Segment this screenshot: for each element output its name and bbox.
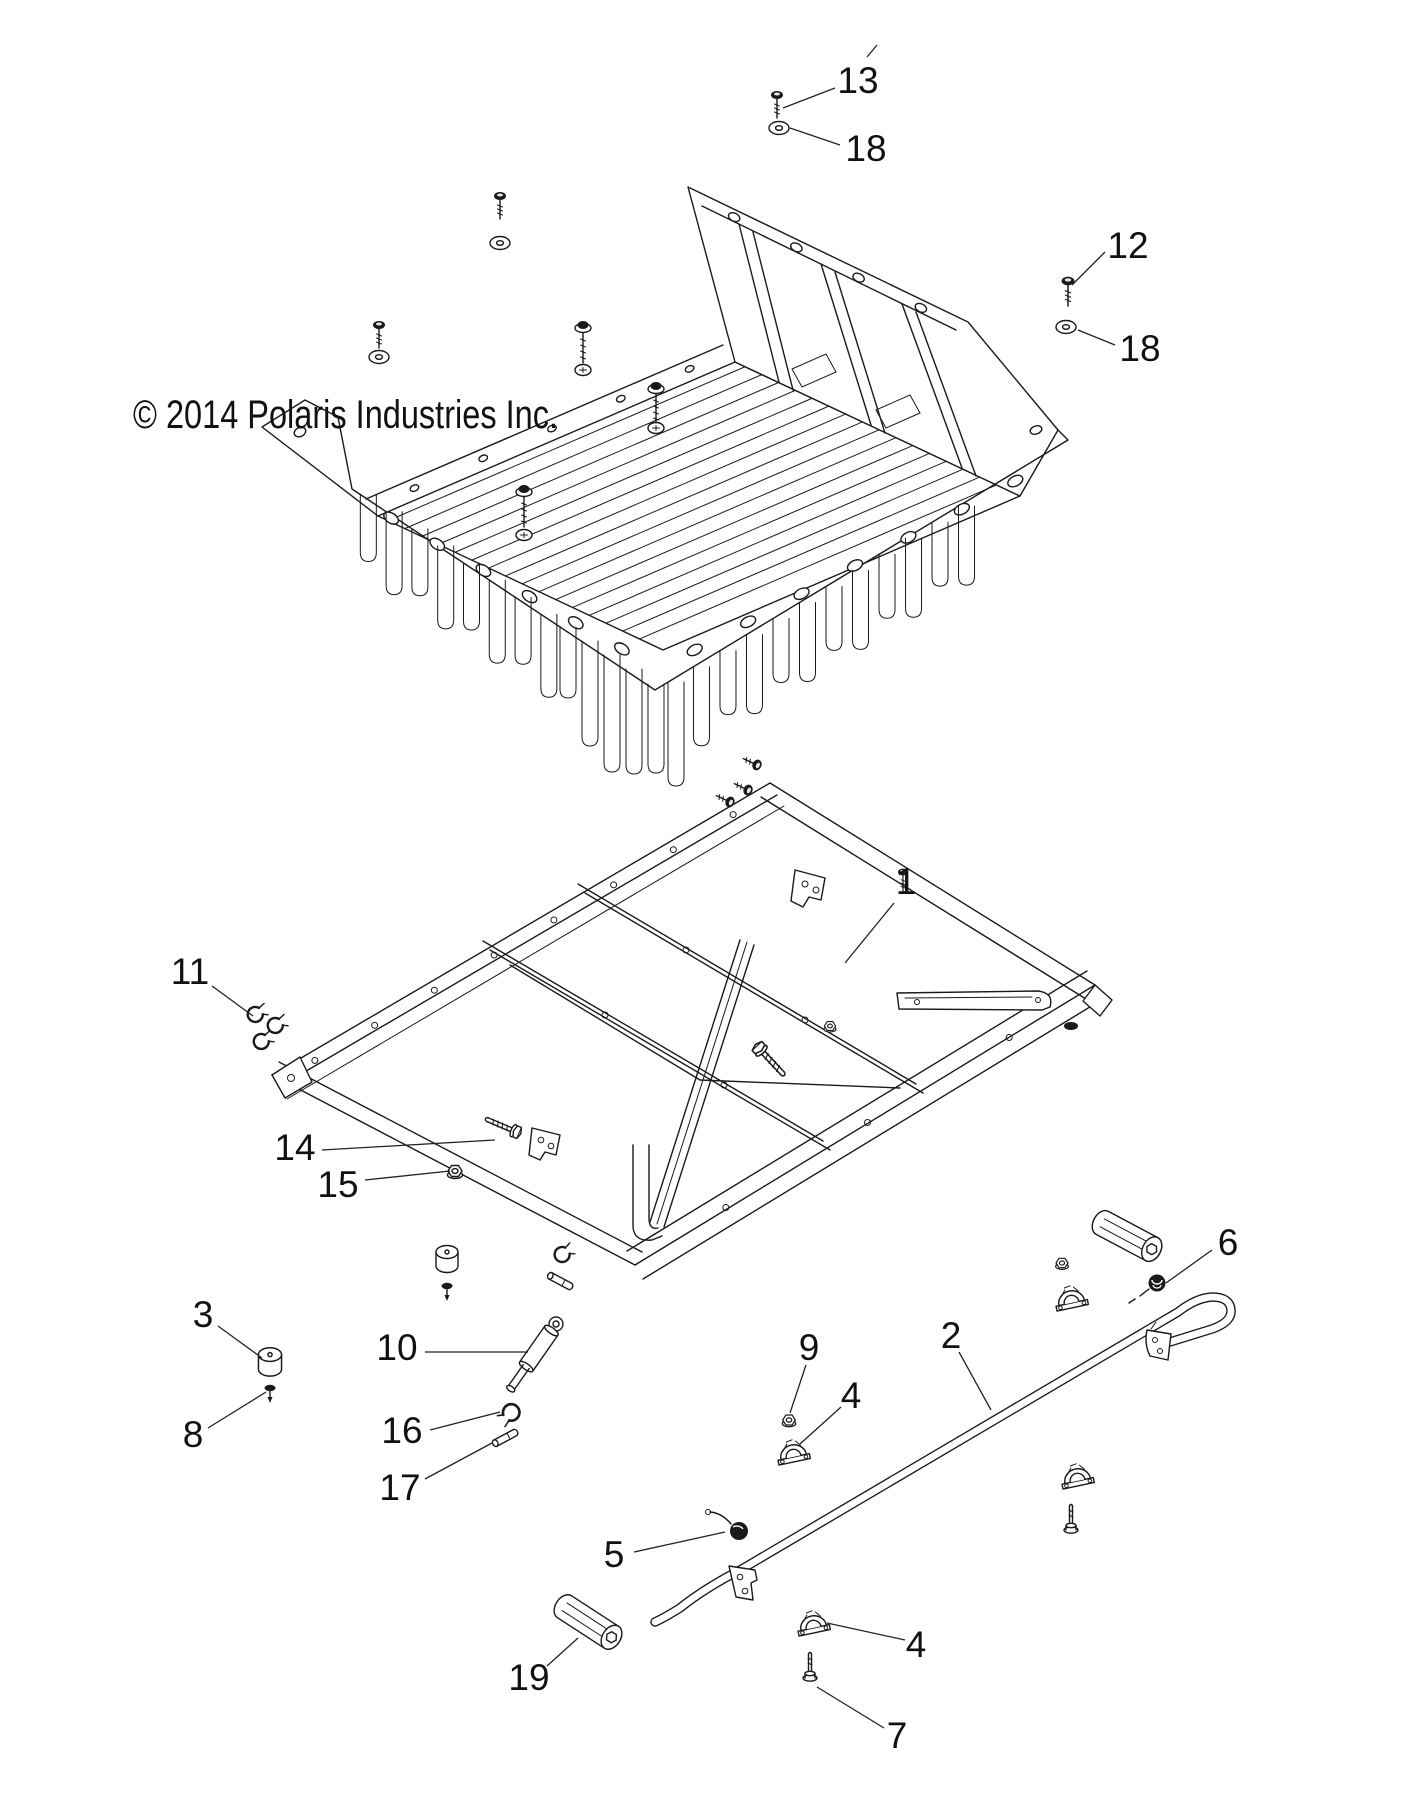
callout-3-label: 3 [192,1294,214,1335]
callout-1-label: 1 [895,861,917,902]
callout-5-leader [634,1532,725,1552]
callout-13-leader [783,88,835,108]
callout-13-label: 13 [837,60,879,101]
clamp-4-upper [774,1437,810,1465]
callout-18-leader [1078,330,1115,345]
frame-corner-screw-3 [714,791,736,809]
callout-layer [171,60,1239,1756]
frame-corner-screw-1 [741,754,763,772]
screw-small-far-left [373,321,385,348]
box-front-wall [688,187,1058,496]
screw-12 [1062,277,1075,306]
callout-9-label: 9 [798,1327,820,1368]
callout-11-label: 11 [170,951,210,992]
callout-17-leader [425,1443,492,1479]
bed-frame-drawing [246,754,1112,1279]
tick-mark [867,45,877,57]
callout-19-leader [547,1638,578,1666]
rod-bracket-hook-end [729,1566,757,1600]
floor-screw-1 [575,321,591,363]
callout-4-label: 4 [905,1624,927,1665]
nut-9 [782,1415,796,1427]
callout-18-label: 18 [845,128,887,169]
strut-10 [503,1314,567,1396]
roller-19 [550,1591,626,1653]
callout-5-label: 5 [603,1534,625,1575]
floor-hole-mark-1 [575,365,591,376]
callout-6-label: 6 [1217,1222,1239,1263]
callout-7-leader [817,1687,884,1728]
callout-16-label: 16 [381,1410,423,1451]
pin-17 [491,1428,519,1447]
frame-cross-members [483,884,923,1227]
callout-4-leader [800,1407,841,1444]
floor-hole-mark-2 [648,423,664,434]
clamp-right [1058,1461,1094,1489]
clip-upper [552,1242,576,1264]
callout-14-label: 14 [274,1127,316,1168]
callout-9-leader [790,1365,806,1413]
clamp-4-lower [794,1608,830,1636]
callout-4-label: 4 [840,1375,862,1416]
callout-19-label: 19 [508,1657,550,1698]
washer-small-far-left [369,351,389,364]
spring-6 [1129,1275,1166,1304]
callout-15-label: 15 [317,1164,359,1205]
callout-18-label: 18 [1119,328,1161,369]
bushing-3 [258,1348,281,1376]
callout-8-label: 8 [182,1414,204,1455]
callout-17-label: 17 [379,1467,421,1508]
bushing-upper [436,1246,458,1273]
callout-7-label: 7 [886,1715,908,1756]
screw-13 [771,91,783,118]
cargo-box-drawing [262,91,1076,786]
callout-16-leader [430,1412,500,1430]
frame-rails [272,783,1103,1279]
callout-12-label: 12 [1107,225,1149,266]
frame-hanger-loop [633,1145,662,1240]
frame-bracket-lower [529,1128,560,1160]
frame-corner-plate [272,1057,312,1098]
frame-bolt [750,1040,789,1081]
box-rim-holes [382,473,1025,658]
pin-8 [265,1385,276,1403]
roller-6-group [1052,1207,1165,1311]
callout-14-leader [322,1140,495,1150]
callout-11-leader [212,986,253,1016]
washer-small-left [490,237,510,250]
screw-small-left [494,192,506,219]
frame-corner-foot [1064,1022,1078,1030]
floor-hole-mark-3 [516,530,532,541]
callout-10-label: 10 [376,1327,418,1368]
nut-15 [448,1166,463,1179]
callout-8-leader [208,1392,266,1428]
callout-15-leader [365,1171,450,1180]
callout-2-leader [959,1352,991,1410]
callout-18-leader [790,128,840,145]
washer-18-right [1056,321,1076,334]
bolt-7 [803,1653,817,1682]
bolt-right [1064,1505,1078,1534]
frame-support-bar [897,991,1051,1010]
bolt-14 [483,1113,524,1140]
copyright-text: © 2014 Polaris Industries Inc. [133,393,558,437]
callout-4-leader [827,1623,905,1640]
floor-screw-3 [516,485,532,527]
callout-12-leader [1072,252,1105,285]
clip-16 [495,1401,523,1427]
callout-1-leader [845,903,894,963]
frame-nut [824,1022,836,1032]
callout-6-leader [1166,1250,1212,1283]
pin-upper [442,1283,453,1301]
callout-3-leader [218,1326,262,1358]
frame-bracket-upper [791,870,825,907]
washer-18-top [769,122,789,135]
pin-diagonal [546,1272,574,1291]
callout-2-label: 2 [940,1315,962,1356]
